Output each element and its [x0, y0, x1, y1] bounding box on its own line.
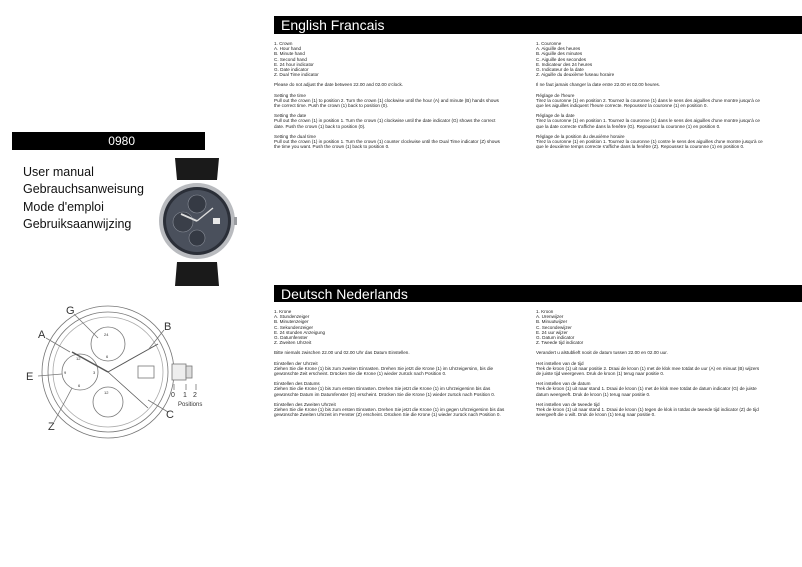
part-item: C. Sekundenzeiger — [274, 324, 314, 330]
part-item: G. Datumfenster — [274, 335, 308, 341]
label-c: C — [166, 409, 174, 421]
date-text: Ziehen Sie die Krone (1) bis zum ersten Einrasten. Drehen Sie jetzt die Krone (1) im Uhrzeigersinn bis das gewünschte Datum im Datumfenster (G) erscheint. Drücken Sie die Krone (1) wieder zurück nach Position 0. — [274, 386, 496, 397]
time-heading: Setting the time — [274, 92, 306, 98]
part-item: C. Aiguille des secondes — [536, 56, 587, 62]
time-text: Pull out the crown (1) to position 2. Turn the crown (1) clockwise until the hour (A) and minute (B) hands shows the correct time. Push the crown (1) back to position (0). — [274, 97, 499, 109]
part-item: E. Indicateur des 24 heures — [536, 61, 593, 67]
label-pos0: 0 — [171, 392, 175, 399]
subdial-12: 12 — [104, 390, 109, 395]
part-item: C. Secondewijzer — [536, 324, 572, 330]
part-item: A. Stundenzeiger — [274, 314, 310, 320]
time-text: Trek de kroon (1) uit naar positie 2. Draai de kroon (1) met de klok mee totdat de uur (A) en minuut (B) wijzers de juiste tijd weergeven. Druk de kroon (1) terug naar positie 0. — [536, 365, 760, 377]
part-item: A. Hour hand — [274, 46, 302, 52]
header-deutsch-nederlands — [274, 285, 802, 302]
manual-title-english: User manual — [23, 165, 94, 179]
label-b: B — [164, 321, 172, 333]
dual-heading: Einstellen des Zweiten Uhrzeit — [274, 401, 336, 407]
german-instructions — [274, 309, 506, 417]
date-warning: Bitte niemals zwischen 22.00 und 02.00 Uhr das Datum Einstellen. — [274, 350, 410, 356]
model-number-bar — [12, 132, 205, 150]
header-english-francais — [274, 16, 802, 34]
dual-text: Tirez la couronne (1) en position 1. Tournez la couronne (1) contre le sens des aiguilles d'une montre jusqu'à ce que le deuxième temps correcte s'affiche dans la fenêtre (Z). Repoussez la couronne (1) en position 0. — [536, 139, 763, 150]
label-pos2: 2 — [193, 392, 197, 399]
dual-text: Trek de kroon (1) uit naar stand 1. Draai de kroon (1) tegen de klok in totdat de tweede tijd indicator (Z) de tijd weergeeft die u wilt. Druk de kroon (1) terug naar positie 0. — [536, 407, 759, 418]
part-item: A. Urenwijzer — [536, 314, 564, 320]
part-item: G. Datum indicator — [536, 335, 575, 341]
part-item: A. Aiguille des heures — [536, 46, 581, 52]
part-item: Z. Tweede tijd indicator — [536, 340, 584, 346]
part-item: G. Indicateur de la date — [536, 67, 584, 73]
label-pos1: 1 — [183, 392, 187, 399]
part-item: 1. Krone — [274, 309, 292, 314]
time-heading: Einstellen der Uhrzeit — [274, 360, 318, 366]
part-item: Z. Zweiten Uhrzeit — [274, 340, 312, 346]
date-warning: Il ne faut jamais changer la date entre 22.00 et 02.00 heures. — [536, 82, 661, 88]
date-heading: Het instellen van de datum — [536, 381, 591, 387]
part-item: B. Aiguille des minutes — [536, 51, 583, 57]
subdial-6: 6 — [106, 354, 109, 359]
dual-heading: Het instellen van de tweede tijd — [536, 401, 600, 407]
part-item: Z. Aiguille du deuxième fuseau horaire — [536, 72, 615, 78]
part-item: Z. Dual Time indicator — [274, 72, 319, 78]
label-g: G — [66, 305, 75, 317]
part-item: 1. Couronne — [536, 41, 562, 46]
date-text: Trek de kroon (1) uit naar stand 1. Draai de kroon (1) met de klok mee totdat de datum indicator (G) de juiste datum weergeeft. Druk de kroon (1) terug naar positie 0. — [536, 386, 757, 397]
part-item: G. Date indicator — [274, 67, 309, 73]
time-heading: Het instellen van de tijd — [536, 360, 584, 366]
subdial-left-3: 3 — [93, 370, 96, 375]
date-heading: Einstellen des Datums — [274, 381, 320, 387]
date-heading: Setting the date — [274, 113, 307, 119]
manual-title-german: Gebrauchsanweisung — [23, 182, 144, 197]
label-a: A — [38, 329, 46, 341]
time-heading: Réglage de l'heure — [536, 92, 575, 98]
dual-heading: Réglage de la position du deuxième horaire — [536, 133, 625, 139]
section-title-english-francais: English Francais — [281, 17, 385, 33]
manual-title-dutch: Gebruiksaanwijzing — [23, 216, 132, 231]
watch-diagram — [20, 300, 210, 445]
manual-title-list — [23, 164, 144, 233]
date-text: Tirez la couronne (1) en position 1. Tournez la couronne (1) dans le sens des aiguilles d'une montre jusqu'à ce que la date correcte s'affiche dans la fenêtre (G). Repoussez la couronne (1) en position 0. — [536, 118, 760, 129]
date-warning: Verandert u alstublieft nooit de datum tussen 22.00 en 02.00 uur. — [536, 350, 668, 356]
label-e: E — [26, 371, 34, 383]
french-instructions — [536, 41, 764, 149]
part-item: C. Second hand — [274, 56, 307, 62]
english-instructions — [274, 41, 504, 149]
dual-heading: Setting the dual time — [274, 133, 316, 139]
part-item: 1. Kroon — [536, 309, 554, 314]
part-item: B. Minuutwijzer — [536, 319, 568, 325]
dual-text: Pull out the crown (1) in position 1. Turn the crown (1) counter clockwise until the Dual Time indicator (Z) shows the time you want. Push the crown (1) back to position 0. — [274, 139, 500, 150]
subdial-left-12: 12 — [76, 356, 81, 361]
dutch-instructions — [536, 309, 764, 417]
date-heading: Réglage de la date — [536, 113, 575, 119]
part-item: B. Minute hand — [274, 51, 305, 57]
label-z: Z — [48, 421, 55, 433]
date-text: Pull out the crown (1) in position 1. Turn the crown (1) clockwise until the date indicator (G) shows the correct date. Push the crown (1) back to position (0). — [274, 118, 496, 129]
time-text: Ziehen Sie die Krone (1) bis zum zweiten Einrasten. Drehen Sie jetzt die Krone (1) im Uhrzeigersinn, bis die gewünschte Zeit erscheint. Drücken Sie die Krone (1) wieder zurück nach Position 0. — [274, 365, 494, 377]
subdial-left-9: 9 — [64, 370, 67, 375]
time-text: Tirez la couronne (1) en position 2. Tournez la couronne (1) dans le sens des aiguilles d'une montre jusqu'à ce que les aiguilles indiquent l'heure correcte. Repoussez la couronne (1) en position 0. — [536, 97, 760, 109]
watch-product-image — [157, 158, 237, 286]
model-number: 0980 — [108, 134, 135, 148]
section-title-deutsch-nederlands: Deutsch Nederlands — [281, 286, 408, 302]
dual-text: Ziehen Sie die Krone (1) bis zum ersten Einrasten. Drehen Sie jetzt die Krone (1) im gegen Uhrzeigersinn bis das gewünschte Zweiten Uhrzeit im Fenster (Z) erscheint. Drücken Sie die Krone (1) wieder zurück nach Position 0. — [274, 407, 505, 418]
part-item: 1. Crown — [274, 41, 293, 46]
label-positions: Positions — [178, 402, 203, 408]
manual-title-french: Mode d'emploi — [23, 199, 104, 214]
part-item: E. 24 stunden Anzeigung — [274, 329, 326, 335]
date-warning: Please do not adjust the date between 22.00 and 02.00 o'clock. — [274, 82, 404, 88]
part-item: E. 24 hour indicator — [274, 61, 314, 67]
subdial-24: 24 — [104, 332, 109, 337]
part-item: B. Minutenzeiger — [274, 319, 309, 325]
subdial-left-6: 6 — [78, 383, 81, 388]
part-item: E. 24 uur wijzer — [536, 329, 568, 335]
